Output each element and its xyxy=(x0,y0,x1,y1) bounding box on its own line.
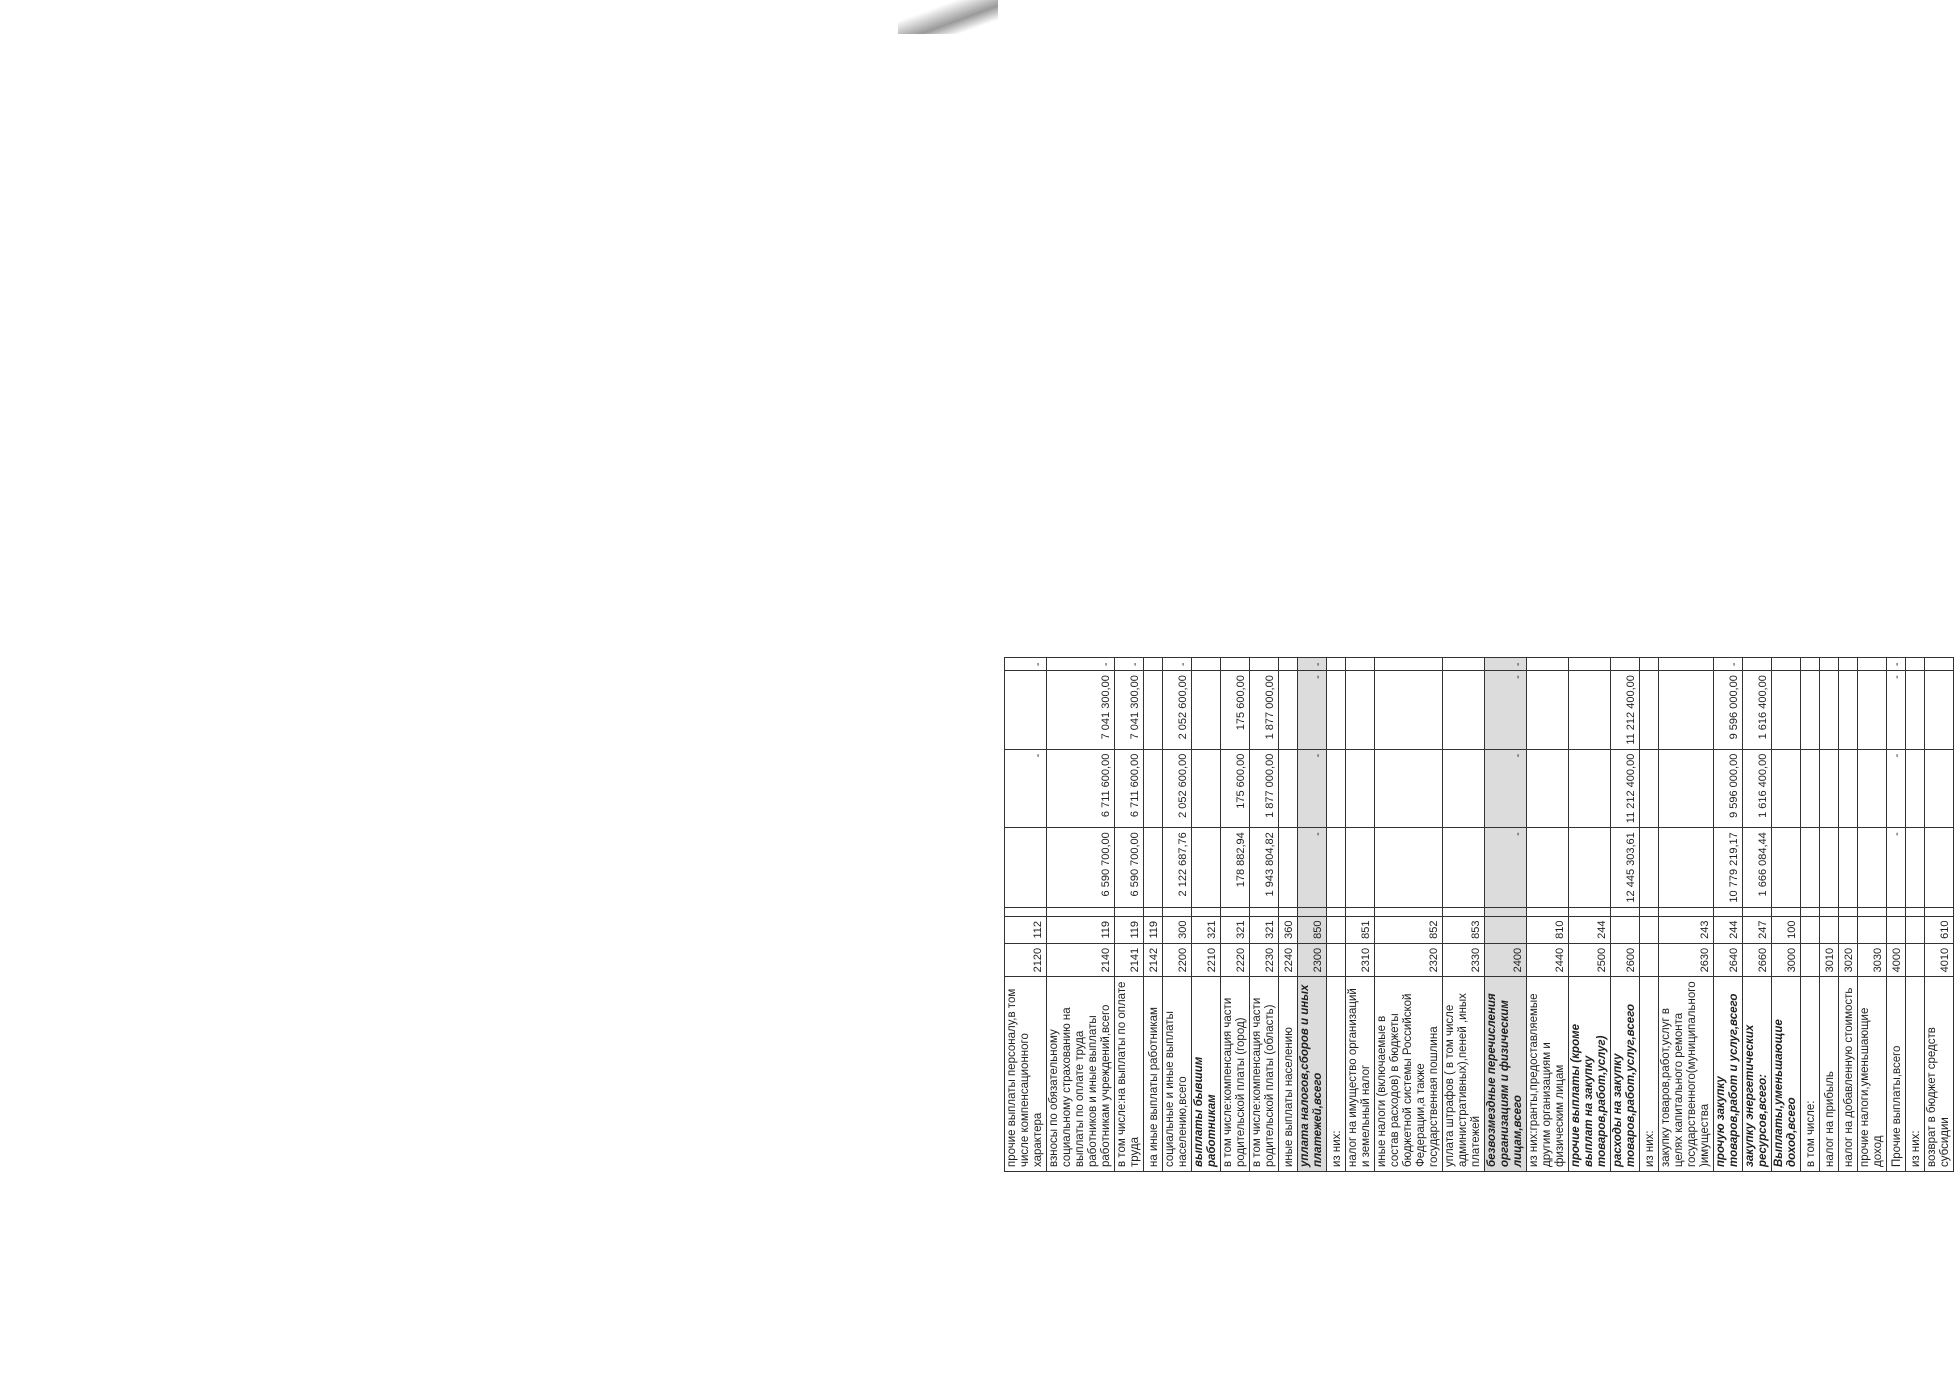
row-blank xyxy=(1659,907,1714,916)
row-amount-3: 1 616 400,00 xyxy=(1743,671,1772,750)
row-amount-2: 6 711 600,00 xyxy=(1115,749,1144,828)
scanner-edge-shadow xyxy=(898,0,998,34)
row-name: прочую закупку товаров,работ и услуг,всего xyxy=(1714,977,1743,1172)
row-name: в том числе: xyxy=(1801,977,1820,1172)
row-amount-4: - xyxy=(1115,658,1144,671)
row-name: налог на добавленную стоимость xyxy=(1839,977,1858,1172)
row-amount-3: 1 877 000,00 xyxy=(1250,671,1279,750)
row-kbk: 851 xyxy=(1346,916,1375,943)
row-kbk: 360 xyxy=(1279,916,1298,943)
rotated-page xyxy=(1004,657,1954,1172)
row-amount-3: 2 052 600,00 xyxy=(1163,671,1192,750)
expenditure-table xyxy=(1004,657,1954,1172)
row-kbk: 119 xyxy=(1144,916,1163,943)
row-blank xyxy=(1047,907,1115,916)
table-row xyxy=(1659,658,1714,1172)
table-row xyxy=(1714,658,1743,1172)
row-blank xyxy=(1115,907,1144,916)
row-amount-2: 1 877 000,00 xyxy=(1250,749,1279,828)
row-amount-1: 1 943 804,82 xyxy=(1250,828,1279,907)
row-kbk xyxy=(1640,916,1659,943)
row-name: уплата штрафов ( в том числе административных),пеней ,иных платежей xyxy=(1443,977,1485,1172)
row-amount-1 xyxy=(1820,828,1839,907)
row-name: иные налоги (включаемые в состав расходов) в бюджеты бюджетной системы Российской Федерации,а также государственная пошлина xyxy=(1375,977,1443,1172)
row-amount-1 xyxy=(1327,828,1346,907)
row-kbk xyxy=(1485,916,1527,943)
row-blank xyxy=(1743,907,1772,916)
table-row xyxy=(1375,658,1443,1172)
row-amount-4: - xyxy=(1485,658,1527,671)
row-amount-2: - xyxy=(1298,749,1327,828)
row-code: 2440 xyxy=(1527,943,1569,976)
row-amount-3 xyxy=(1327,671,1346,750)
row-amount-2 xyxy=(1192,749,1221,828)
row-code: 2320 xyxy=(1375,943,1443,976)
table-row xyxy=(1192,658,1221,1172)
row-amount-3 xyxy=(1527,671,1569,750)
row-amount-4 xyxy=(1906,658,1925,671)
row-amount-2 xyxy=(1327,749,1346,828)
row-amount-1 xyxy=(1527,828,1569,907)
row-amount-1: 10 779 219,17 xyxy=(1714,828,1743,907)
row-amount-3 xyxy=(1375,671,1443,750)
row-blank xyxy=(1375,907,1443,916)
row-blank xyxy=(1192,907,1221,916)
row-name: взносы по обязательному социальному страхованию на выплаты по оплате труда работников и иные выплаты работникам учреждений,всего xyxy=(1047,977,1115,1172)
row-amount-4 xyxy=(1221,658,1250,671)
row-kbk xyxy=(1611,916,1640,943)
row-name: в том числе:компенсация части родительской платы (область) xyxy=(1250,977,1279,1172)
row-blank xyxy=(1298,907,1327,916)
row-amount-1: 1 666 084,44 xyxy=(1743,828,1772,907)
row-code: 3010 xyxy=(1820,943,1839,976)
row-kbk: 853 xyxy=(1443,916,1485,943)
row-code: 2230 xyxy=(1250,943,1279,976)
row-blank xyxy=(1839,907,1858,916)
row-blank xyxy=(1611,907,1640,916)
row-amount-3: 175 600,00 xyxy=(1221,671,1250,750)
row-amount-4: - xyxy=(1047,658,1115,671)
row-amount-4 xyxy=(1640,658,1659,671)
row-code: 2140 xyxy=(1047,943,1115,976)
table-row xyxy=(1327,658,1346,1172)
row-amount-2: 6 711 600,00 xyxy=(1047,749,1115,828)
row-blank xyxy=(1221,907,1250,916)
row-code: 3000 xyxy=(1772,943,1801,976)
row-name: в том числе:компенсация части родительской платы (город) xyxy=(1221,977,1250,1172)
table-row xyxy=(1839,658,1858,1172)
row-amount-3 xyxy=(1906,671,1925,750)
row-name: возврат в бюджет средств субсидии xyxy=(1925,977,1954,1172)
row-name: иные выплаты населению xyxy=(1279,977,1298,1172)
row-amount-3 xyxy=(1192,671,1221,750)
row-amount-4 xyxy=(1569,658,1611,671)
row-code: 2200 xyxy=(1163,943,1192,976)
row-amount-2: - xyxy=(1485,749,1527,828)
row-name: прочие налоги,уменьшающие доход xyxy=(1858,977,1887,1172)
row-kbk xyxy=(1327,916,1346,943)
row-name: социальные и иные выплаты населению,всего xyxy=(1163,977,1192,1172)
row-blank xyxy=(1858,907,1887,916)
row-kbk xyxy=(1801,916,1820,943)
row-amount-1 xyxy=(1772,828,1801,907)
row-amount-3 xyxy=(1569,671,1611,750)
table-row xyxy=(1250,658,1279,1172)
row-blank xyxy=(1250,907,1279,916)
row-name: Выплаты,уменьшающие доход,всего xyxy=(1772,977,1801,1172)
row-amount-3 xyxy=(1443,671,1485,750)
row-amount-2: 11 212 400,00 xyxy=(1611,749,1640,828)
row-code: 2400 xyxy=(1485,943,1527,976)
row-kbk: 244 xyxy=(1714,916,1743,943)
row-code xyxy=(1801,943,1820,976)
row-code xyxy=(1640,943,1659,976)
row-amount-1: - xyxy=(1485,828,1527,907)
row-amount-2 xyxy=(1906,749,1925,828)
row-kbk: 321 xyxy=(1192,916,1221,943)
row-amount-3 xyxy=(1858,671,1887,750)
row-code: 3020 xyxy=(1839,943,1858,976)
table-body xyxy=(1005,658,1954,1172)
row-amount-1 xyxy=(1925,828,1954,907)
row-amount-2: 175 600,00 xyxy=(1221,749,1250,828)
table-row xyxy=(1801,658,1820,1172)
row-amount-2: - xyxy=(1887,749,1906,828)
table-row xyxy=(1569,658,1611,1172)
row-amount-3 xyxy=(1640,671,1659,750)
row-amount-4 xyxy=(1839,658,1858,671)
row-amount-2 xyxy=(1375,749,1443,828)
table-row xyxy=(1005,658,1047,1172)
row-code: 2210 xyxy=(1192,943,1221,976)
row-amount-1 xyxy=(1640,828,1659,907)
row-code: 4010 xyxy=(1925,943,1954,976)
row-kbk: 300 xyxy=(1163,916,1192,943)
row-amount-2 xyxy=(1801,749,1820,828)
table-row xyxy=(1640,658,1659,1172)
row-amount-1: 2 122 687,76 xyxy=(1163,828,1192,907)
row-amount-4 xyxy=(1527,658,1569,671)
row-name: из них: xyxy=(1327,977,1346,1172)
table-row xyxy=(1485,658,1527,1172)
row-amount-4 xyxy=(1858,658,1887,671)
row-code: 2300 xyxy=(1298,943,1327,976)
table-row xyxy=(1858,658,1887,1172)
row-amount-2: - xyxy=(1005,749,1047,828)
table-row xyxy=(1047,658,1115,1172)
row-amount-1 xyxy=(1144,828,1163,907)
row-kbk xyxy=(1820,916,1839,943)
row-amount-3: 11 212 400,00 xyxy=(1611,671,1640,750)
row-amount-4: - xyxy=(1005,658,1047,671)
row-kbk: 100 xyxy=(1772,916,1801,943)
row-amount-3 xyxy=(1659,671,1714,750)
row-code: 2600 xyxy=(1611,943,1640,976)
row-amount-2 xyxy=(1925,749,1954,828)
row-name: налог на имущество организаций и земельный налог xyxy=(1346,977,1375,1172)
row-amount-3 xyxy=(1801,671,1820,750)
row-amount-3 xyxy=(1346,671,1375,750)
row-amount-1: 6 590 700,00 xyxy=(1047,828,1115,907)
row-amount-4 xyxy=(1659,658,1714,671)
row-amount-4 xyxy=(1801,658,1820,671)
row-blank xyxy=(1640,907,1659,916)
table-row xyxy=(1527,658,1569,1172)
row-name: из них: xyxy=(1906,977,1925,1172)
row-blank xyxy=(1714,907,1743,916)
row-amount-4: - xyxy=(1298,658,1327,671)
row-amount-4 xyxy=(1743,658,1772,671)
row-blank xyxy=(1569,907,1611,916)
row-amount-4 xyxy=(1192,658,1221,671)
row-amount-4 xyxy=(1925,658,1954,671)
row-code: 2310 xyxy=(1346,943,1375,976)
row-amount-1 xyxy=(1443,828,1485,907)
row-amount-4: - xyxy=(1714,658,1743,671)
row-code: 2630 xyxy=(1659,943,1714,976)
table-row xyxy=(1221,658,1250,1172)
row-blank xyxy=(1279,907,1298,916)
table-row xyxy=(1820,658,1839,1172)
row-kbk: 810 xyxy=(1527,916,1569,943)
row-amount-3 xyxy=(1144,671,1163,750)
row-amount-1: - xyxy=(1887,828,1906,907)
row-amount-2 xyxy=(1279,749,1298,828)
row-blank xyxy=(1887,907,1906,916)
row-kbk xyxy=(1887,916,1906,943)
row-amount-3 xyxy=(1772,671,1801,750)
row-code: 2240 xyxy=(1279,943,1298,976)
row-kbk xyxy=(1858,916,1887,943)
row-amount-4: - xyxy=(1163,658,1192,671)
row-amount-2: 1 616 400,00 xyxy=(1743,749,1772,828)
row-amount-1 xyxy=(1346,828,1375,907)
row-blank xyxy=(1163,907,1192,916)
row-name: прочие выплаты персоналу,в том числе компенсационного характера xyxy=(1005,977,1047,1172)
row-amount-2 xyxy=(1443,749,1485,828)
row-amount-1 xyxy=(1375,828,1443,907)
row-amount-4 xyxy=(1375,658,1443,671)
row-amount-2 xyxy=(1346,749,1375,828)
row-amount-3 xyxy=(1839,671,1858,750)
row-amount-3 xyxy=(1925,671,1954,750)
row-kbk: 610 xyxy=(1925,916,1954,943)
row-blank xyxy=(1527,907,1569,916)
row-name: из них:гранты,предоставляемые другим организациям и физическим лицам xyxy=(1527,977,1569,1172)
row-blank xyxy=(1144,907,1163,916)
row-kbk xyxy=(1839,916,1858,943)
row-amount-2 xyxy=(1659,749,1714,828)
row-amount-4 xyxy=(1346,658,1375,671)
row-blank xyxy=(1005,907,1047,916)
row-kbk: 852 xyxy=(1375,916,1443,943)
table-row xyxy=(1925,658,1954,1172)
row-name: на иные выплаты работникам xyxy=(1144,977,1163,1172)
row-blank xyxy=(1925,907,1954,916)
row-amount-1: 6 590 700,00 xyxy=(1115,828,1144,907)
row-kbk: 119 xyxy=(1115,916,1144,943)
row-amount-4 xyxy=(1611,658,1640,671)
row-amount-2 xyxy=(1772,749,1801,828)
row-code: 2640 xyxy=(1714,943,1743,976)
row-kbk: 112 xyxy=(1005,916,1047,943)
row-code: 2142 xyxy=(1144,943,1163,976)
row-amount-2 xyxy=(1839,749,1858,828)
row-kbk: 850 xyxy=(1298,916,1327,943)
row-amount-2 xyxy=(1640,749,1659,828)
row-blank xyxy=(1485,907,1527,916)
table-row xyxy=(1743,658,1772,1172)
row-amount-3: 7 041 300,00 xyxy=(1047,671,1115,750)
row-kbk: 247 xyxy=(1743,916,1772,943)
row-amount-1 xyxy=(1279,828,1298,907)
row-amount-2 xyxy=(1820,749,1839,828)
row-name: прочие выплаты (кроме выплат на закупку товаров,работ,услуг) xyxy=(1569,977,1611,1172)
row-kbk: 119 xyxy=(1047,916,1115,943)
row-amount-3 xyxy=(1279,671,1298,750)
row-name: налог на прибыль xyxy=(1820,977,1839,1172)
row-amount-1 xyxy=(1192,828,1221,907)
table-row xyxy=(1279,658,1298,1172)
row-amount-1: 178 882,94 xyxy=(1221,828,1250,907)
row-blank xyxy=(1346,907,1375,916)
row-code: 2500 xyxy=(1569,943,1611,976)
row-kbk: 321 xyxy=(1221,916,1250,943)
row-code: 2220 xyxy=(1221,943,1250,976)
row-name: безвозмездные перечисления организациям и физическим лицам,всего xyxy=(1485,977,1527,1172)
table-row xyxy=(1144,658,1163,1172)
row-amount-1 xyxy=(1839,828,1858,907)
row-amount-3: - xyxy=(1887,671,1906,750)
row-amount-2 xyxy=(1569,749,1611,828)
row-amount-1 xyxy=(1659,828,1714,907)
row-kbk xyxy=(1906,916,1925,943)
row-blank xyxy=(1443,907,1485,916)
row-name: расходы на закупку товаров,работ,услуг,всего xyxy=(1611,977,1640,1172)
row-amount-3: 9 596 000,00 xyxy=(1714,671,1743,750)
row-amount-2 xyxy=(1858,749,1887,828)
row-amount-3: - xyxy=(1298,671,1327,750)
row-amount-4 xyxy=(1443,658,1485,671)
table-row xyxy=(1443,658,1485,1172)
row-amount-3: - xyxy=(1485,671,1527,750)
row-amount-1: 12 445 303,61 xyxy=(1611,828,1640,907)
table-row xyxy=(1298,658,1327,1172)
row-amount-2 xyxy=(1144,749,1163,828)
row-kbk: 244 xyxy=(1569,916,1611,943)
row-kbk: 321 xyxy=(1250,916,1279,943)
row-blank xyxy=(1327,907,1346,916)
row-amount-4 xyxy=(1327,658,1346,671)
row-amount-4 xyxy=(1250,658,1279,671)
row-blank xyxy=(1801,907,1820,916)
row-amount-2 xyxy=(1527,749,1569,828)
row-name: из них: xyxy=(1640,977,1659,1172)
row-amount-4: - xyxy=(1887,658,1906,671)
row-code: 2660 xyxy=(1743,943,1772,976)
row-kbk: 243 xyxy=(1659,916,1714,943)
row-amount-1 xyxy=(1005,828,1047,907)
table-row xyxy=(1115,658,1144,1172)
row-amount-3 xyxy=(1005,671,1047,750)
row-amount-1 xyxy=(1569,828,1611,907)
row-name: уплата налогов,сборов и иных платежей,всего xyxy=(1298,977,1327,1172)
table-row xyxy=(1772,658,1801,1172)
row-code xyxy=(1906,943,1925,976)
row-code: 2141 xyxy=(1115,943,1144,976)
row-name: закупку товаров,работ,услуг в целях капитального ремонта государственного(муниципального )имущества xyxy=(1659,977,1714,1172)
row-amount-1 xyxy=(1801,828,1820,907)
row-amount-1 xyxy=(1858,828,1887,907)
row-code: 2330 xyxy=(1443,943,1485,976)
row-code: 3030 xyxy=(1858,943,1887,976)
table-row xyxy=(1887,658,1906,1172)
table-row xyxy=(1163,658,1192,1172)
row-blank xyxy=(1820,907,1839,916)
row-name: в том числе:на выплаты по оплате труда xyxy=(1115,977,1144,1172)
row-amount-4 xyxy=(1144,658,1163,671)
row-amount-4 xyxy=(1820,658,1839,671)
row-blank xyxy=(1772,907,1801,916)
row-name: Прочие выплаты,всего xyxy=(1887,977,1906,1172)
row-code xyxy=(1327,943,1346,976)
row-code: 2120 xyxy=(1005,943,1047,976)
row-code: 4000 xyxy=(1887,943,1906,976)
table-row xyxy=(1346,658,1375,1172)
row-name: закупку энергетических ресурсов,всего: xyxy=(1743,977,1772,1172)
row-name: выплаты бывшим работникам xyxy=(1192,977,1221,1172)
row-amount-1: - xyxy=(1298,828,1327,907)
row-amount-3: 7 041 300,00 xyxy=(1115,671,1144,750)
row-amount-4 xyxy=(1772,658,1801,671)
row-amount-3 xyxy=(1820,671,1839,750)
row-amount-1 xyxy=(1906,828,1925,907)
row-amount-2: 9 596 000,00 xyxy=(1714,749,1743,828)
row-amount-2: 2 052 600,00 xyxy=(1163,749,1192,828)
row-blank xyxy=(1906,907,1925,916)
table-row xyxy=(1906,658,1925,1172)
row-amount-4 xyxy=(1279,658,1298,671)
table-row xyxy=(1611,658,1640,1172)
